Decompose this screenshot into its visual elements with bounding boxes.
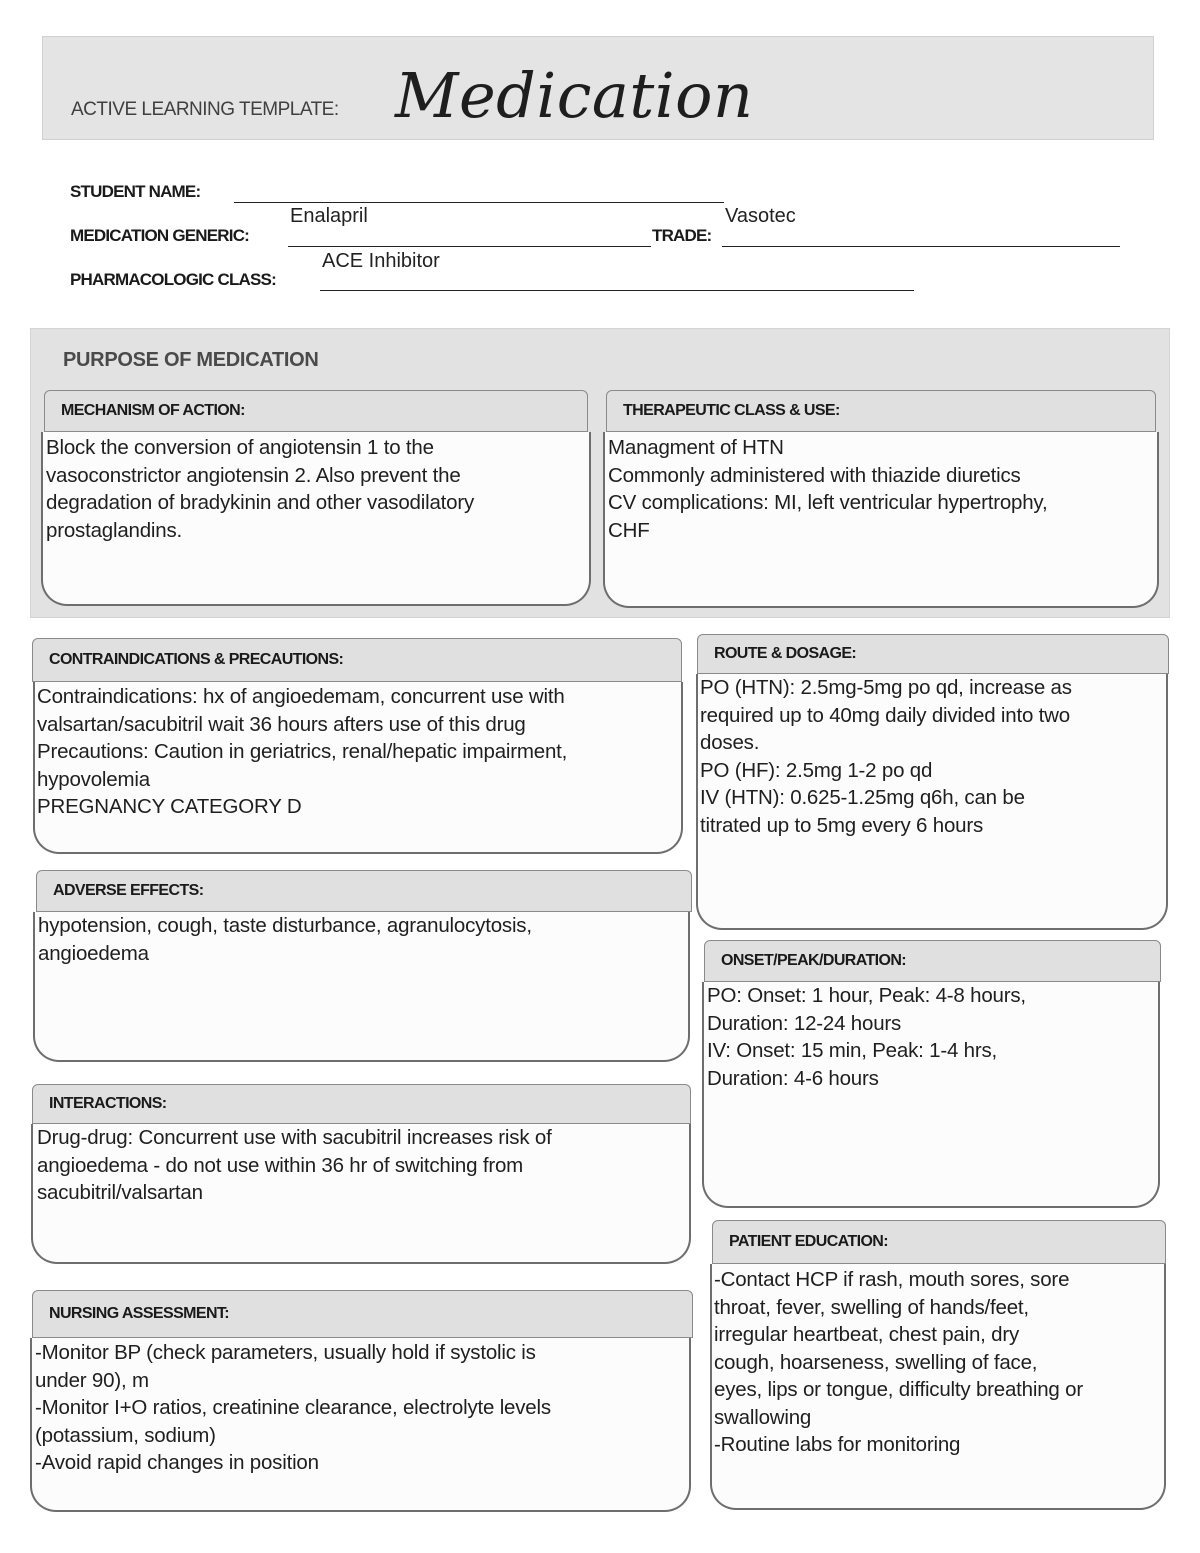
- route-header: [697, 634, 1169, 674]
- therapeutic-text: Managment of HTN Commonly administered with thiazide diuretics CV complications: MI, left ventricular hypertrophy, CHF: [608, 436, 1048, 542]
- interactions-header: [32, 1084, 691, 1124]
- education-box[interactable]: [710, 1264, 1166, 1510]
- route-text: PO (HTN): 2.5mg-5mg po qd, increase as required up to 40mg daily divided into two doses. PO (HF): 2.5mg 1-2 po qd IV (HTN): 0.625-1.25mg q6h, can be titrated up to 5mg every 6 hours: [700, 676, 1072, 837]
- education-label: PATIENT EDUCATION:: [729, 1233, 888, 1250]
- class-line: [320, 290, 914, 291]
- nursing-label: NURSING ASSESSMENT:: [49, 1305, 230, 1322]
- route-box[interactable]: [696, 674, 1168, 930]
- therapeutic-label: THERAPEUTIC CLASS & USE:: [623, 402, 840, 419]
- interactions-text: Drug-drug: Concurrent use with sacubitril increases risk of angioedema - do not use within 36 hr of switching from sacubitril/valsartan: [37, 1126, 552, 1204]
- contraindications-header: [32, 638, 682, 682]
- onset-header: [704, 940, 1161, 982]
- contraindications-text: Contraindications: hx of angioedemam, concurrent use with valsartan/sacubitril wait 36 hours afters use of this drug Precautions: Caution in geriatrics, renal/hepatic impairment, hypovolemia PREGNANCY CATEGORY D: [37, 685, 568, 818]
- adverse-header: [36, 870, 692, 912]
- template-banner: [42, 36, 1154, 140]
- pharmacologic-class-label: PHARMACOLOGIC CLASS:: [70, 270, 276, 289]
- onset-text: PO: Onset: 1 hour, Peak: 4-8 hours, Duration: 12-24 hours IV: Onset: 15 min, Peak: 1-4 hrs, Duration: 4-6 hours: [707, 984, 1026, 1090]
- mechanism-text: Block the conversion of angiotensin 1 to the vasoconstrictor angiotensin 2. Also prevent the degradation of bradykinin and other vasodilatory prostaglandins.: [46, 436, 475, 542]
- mechanism-box[interactable]: [41, 432, 591, 606]
- therapeutic-box[interactable]: [603, 432, 1159, 608]
- pharmacologic-class-field[interactable]: ACE Inhibitor: [322, 250, 440, 272]
- generic-line: [288, 246, 651, 247]
- interactions-label: INTERACTIONS:: [49, 1095, 167, 1112]
- adverse-text: hypotension, cough, taste disturbance, agranulocytosis, angioedema: [38, 914, 532, 965]
- trade-line: [722, 246, 1120, 247]
- nursing-box[interactable]: [30, 1338, 691, 1512]
- template-label: ACTIVE LEARNING TEMPLATE:: [71, 99, 339, 120]
- medication-generic-field[interactable]: Enalapril: [290, 205, 368, 227]
- student-name-line: [234, 202, 724, 203]
- nursing-text: -Monitor BP (check parameters, usually hold if systolic is under 90), m -Monitor I+O ratios, creatinine clearance, electrolyte levels (potassium, sodium) -Avoid rapid changes in position: [35, 1341, 551, 1474]
- education-header: [712, 1220, 1166, 1264]
- mechanism-label: MECHANISM OF ACTION:: [61, 402, 245, 419]
- onset-box[interactable]: [702, 982, 1160, 1208]
- therapeutic-header: [606, 390, 1156, 432]
- template-type: Medication: [395, 59, 754, 132]
- student-name-label: STUDENT NAME:: [70, 182, 201, 201]
- trade-label: TRADE:: [652, 226, 712, 245]
- adverse-box[interactable]: [33, 912, 690, 1062]
- mechanism-header: [44, 390, 588, 432]
- education-text: -Contact HCP if rash, mouth sores, sore throat, fever, swelling of hands/feet, irregular heartbeat, chest pain, dry cough, hoarseness, swelling of face, eyes, lips or tongue, difficulty breathing or swallowing -Routine labs for monitoring: [714, 1268, 1083, 1456]
- purpose-title: PURPOSE OF MEDICATION: [63, 349, 319, 371]
- trade-field[interactable]: Vasotec: [725, 205, 796, 227]
- route-label: ROUTE & DOSAGE:: [714, 645, 857, 662]
- contraindications-box[interactable]: [33, 682, 683, 854]
- adverse-label: ADVERSE EFFECTS:: [53, 882, 204, 899]
- onset-label: ONSET/PEAK/DURATION:: [721, 952, 907, 969]
- medication-generic-label: MEDICATION GENERIC:: [70, 226, 250, 245]
- contraindications-label: CONTRAINDICATIONS & PRECAUTIONS:: [49, 651, 344, 668]
- interactions-box[interactable]: [31, 1124, 691, 1264]
- nursing-header: [32, 1290, 693, 1338]
